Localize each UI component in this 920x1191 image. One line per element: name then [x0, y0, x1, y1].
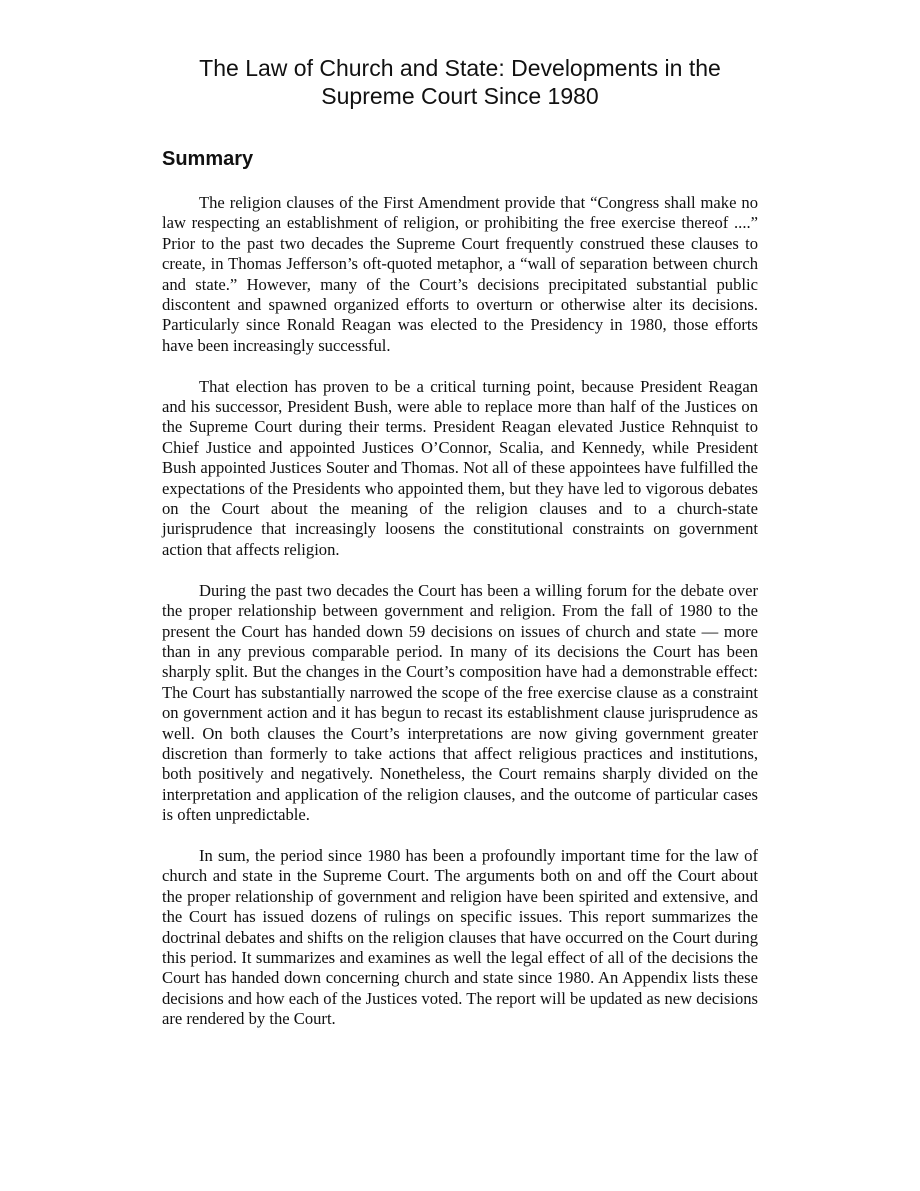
document-title [130, 54, 790, 110]
paragraph-4: In sum, the period since 1980 has been a profoundly important time for the law of church and state in the Supreme Court. The arguments both on and off the Court about the proper relationship of government and religion have been spirited and extensive, and the Court has issued dozens of rulings on specific issues. This report summarizes the doctrinal debates and shifts on the religion clauses that have occurred on the Court during this period. It summarizes and examines as well the legal effect of all of the decisions the Court has handed down concerning church and state since 1980. An Appendix lists these decisions and how each of the Justices voted. The report will be updated as new decisions are rendered by the Court. [162, 845, 758, 1029]
title-line-1: The Law of Church and State: Developments in the [199, 55, 721, 81]
paragraph-2: That election has proven to be a critical turning point, because President Reagan and his successor, President Bush, were able to replace more than half of the Justices on the Supreme Court during their terms. President Reagan elevated Justice Rehnquist to Chief Justice and appointed Justices O’Connor, Scalia, and Kennedy, while President Bush appointed Justices Souter and Thomas. Not all of these appointees have fulfilled the expectations of the Presidents who appointed them, but they have led to vigorous debates on the Court about the meaning of the religion clauses and to a church-state jurisprudence that increasingly loosens the constitutional constraints on government action that affects religion. [162, 376, 758, 559]
title-line-2: Supreme Court Since 1980 [321, 83, 599, 109]
paragraph-1: The religion clauses of the First Amendment provide that “Congress shall make no law respecting an establishment of religion, or prohibiting the free exercise thereof ....” Prior to the past two decades the Supreme Court frequently construed these clauses to create, in Thomas Jefferson’s oft-quoted metaphor, a “wall of separation between church and state.” However, many of the Court’s decisions precipitated substantial public discontent and spawned organized efforts to overturn or otherwise alter its decisions. Particularly since Ronald Reagan was elected to the Presidency in 1980, those efforts have been increasingly successful. [162, 193, 758, 355]
paragraph-3: During the past two decades the Court has been a willing forum for the debate over the proper relationship between government and religion. From the fall of 1980 to the present the Court has handed down 59 decisions on issues of church and state — more than in any previous comparable period. In many of its decisions the Court has been sharply split. But the changes in the Court’s composition have had a demonstrable effect: The Court has substantially narrowed the scope of the free exercise clause as a constraint on government action and it has begun to recast its establishment clause jurisprudence as well. On both clauses the Court’s interpretations are now giving government greater discretion than formerly to take actions that affect religious practices and institutions, both positively and negatively. Nonetheless, the Court remains sharply divided on the interpretation and application of the religion clauses, and the outcome of particular cases is often unpredictable. [162, 580, 758, 825]
section-heading: Summary [162, 148, 254, 170]
summary-body [162, 193, 758, 1050]
